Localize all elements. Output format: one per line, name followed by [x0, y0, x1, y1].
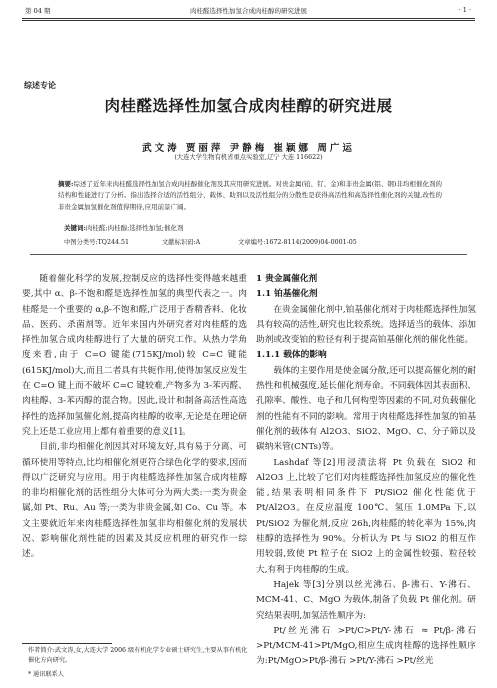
section-tag: 综述专论: [24, 80, 56, 90]
hajek-paragraph: Hajek 等[3]分别以丝光沸石、β-沸石、Y-沸石、MCM-41、C、MgO 为载体,制备了负载 Pt 催化剂。研究结果表明,加氢活性顺序为:: [256, 579, 476, 621]
contact-footnote: * 通讯联系人: [28, 671, 64, 678]
lashdaf-paragraph: Lashdaf 等[2]用浸渍法将 Pt 负载在 SiO2 和 Al2O3 上,比较了它们对肉桂醛选择性加氢反应的催化性能,结果表明相同条件下 Pt/SiO2 催化性能优于 Pt/Al2O3。在反应温度 100℃、氢压 1.0MPa 下,以 Pt/SiO2 为催化剂,反应 26h,肉桂醛的转化率为 15%,肉桂醇的选择性为 90%。分析认为 Pt 与 SiO2 的相互作用较弱,致使 Pt 粒子在 SiO2 上的金属性较强、粒径较大,有利于肉桂醇的生成。: [256, 457, 476, 575]
authors: 武文涛 贾丽萍 尹静梅 崔颖娜 周广运: [142, 143, 355, 154]
platinum-paragraph: 在贵金属催化剂中,铂基催化剂对于肉桂醛选择性加氢具有较高的活性,研究也比较系统。选择适当的载体、添加助剂或改变铂的粒径有利于提高铂基催化剂的催化性能。: [256, 304, 476, 346]
keywords-label: 关键词:: [64, 224, 86, 232]
document-code: 文献标识码:A: [162, 239, 201, 246]
intro-paragraph-2: 目前,非均相催化剂因其对环境友好,具有易于分离、可循环使用等特点,比均相催化剂更符合绿色化学的要求,因而得以广泛研究与应用。用于肉桂醛选择性加氢合成肉桂醇的非均相催化剂的活性组分大体可分为两大类:一类为贵金属,如 Pt、Ru、Au 等;一类为非贵金属,如 Co、Cu 等。本文主要就近年来肉桂醛选择性加氢非均相催化剂的发展状况、影响催化剂性能的因素及其反应机理的研究作一综述。: [22, 442, 247, 560]
support-paragraph: 载体的主要作用是使金属分散,还可以提高催化剂的耐热性和机械强度,延长催化剂寿命。不同载体因其表面积、孔隙率、酸性、电子和几何构型等因素的不同,对负载催化剂的性能有不同的影响。常用于肉桂醛选择性加氢的铂基催化剂的载体有 Al2O3、SiO2、MgO、C、分子筛以及碳纳米管(CNTs)等。: [256, 365, 476, 453]
page-number: · 1 ·: [458, 6, 471, 14]
affiliation: (大连大学生物有机省重点实验室,辽宁 大连 116622): [174, 154, 323, 161]
abstract-text: 综述了近年来肉桂醛选择性加氢合成肉桂醇催化剂及其应用研究进展。对贵金属(铂、钌、金)和非贵金属(铝、钢)非均相催化剂的结构和性能进行了分析。指出选择合适的活性组分、载体、助剂以及活性组分的分散性是获得高活性和高选择性催化剂的关键,改性的非贵金属加氢催化剂值得期待,应用前景广阔。: [58, 180, 442, 211]
activity-order-paragraph: Pt/丝光沸石 >Pt/C>Pt/Y-沸石 ≈ Pt/β-沸石 >Pt/MCM-41>Pt/MgO,相应生成肉桂醇的选择性顺序为:Pt/MgO>Pt/β-沸石 >Pt/Y-沸石 >Pt/丝光: [256, 625, 476, 667]
issue-number: 第 04 期: [25, 7, 51, 15]
abstract-divider: [30, 254, 467, 255]
keywords-text: 肉桂醛;肉桂醇;选择性加氢;催化剂: [85, 224, 184, 232]
left-column: [22, 272, 247, 563]
heading-section-1: 1 贵金属催化剂: [256, 274, 318, 284]
article-id: 文章编号:1672-8114(2009)04-0001-05: [238, 239, 357, 246]
paper-title: 肉桂醛选择性加氢合成肉桂醇的研究进展: [104, 96, 393, 115]
footnote-rule: [22, 643, 112, 644]
header-rule-2: [22, 20, 475, 21]
running-title: 肉桂醛选择性加氢合成肉桂醇的研究进展: [190, 7, 307, 15]
right-column: [256, 272, 476, 670]
keywords: [64, 223, 183, 232]
heading-section-1-1: 1.1 铂基催化剂: [256, 289, 318, 300]
author-bio-footnote: 作者简介:武文涛,女,大连大学 2006 级有机化学专业硕士研究生,主要从事有机化催化方向研究。: [28, 647, 248, 664]
abstract-label: 摘要:: [58, 180, 74, 188]
heading-section-1-1-1: 1.1.1 载体的影响: [256, 350, 327, 361]
intro-paragraph-1: 随着催化科学的发展,控制反应的选择性变得越来越重要,其中 α、β-不饱和醛是选择性加氢的典型代表之一。肉桂醛是一个重要的 α,β-不饱和醛,广泛用于香精香料、化妆品、医药、杀菌剂等。近年来国内外研究者对肉桂醛的选择性加氢合成肉桂醇进行了大量的研究工作。从热力学角度来看,由于 C=O 键能(715KJ/mol)较 C=C 键能(615KJ/mol)大,而且二者具有共轭作用,使得加氢反应发生在 C=O 键上而不破坏 C=C 键较难,产物多为 3-苯丙醛、肉桂醇、3-苯丙醇的混合物。因此,设计和制备高活性高选择性的选择加氢催化剂,提高肉桂醇的收率,无论是在理论研究上还是工业应用上都有着重要的意义[1]。: [22, 274, 247, 437]
header-rule: [22, 18, 475, 19]
clc-number: 中图分类号:TQ244.51: [64, 239, 130, 246]
abstract: [58, 179, 442, 213]
